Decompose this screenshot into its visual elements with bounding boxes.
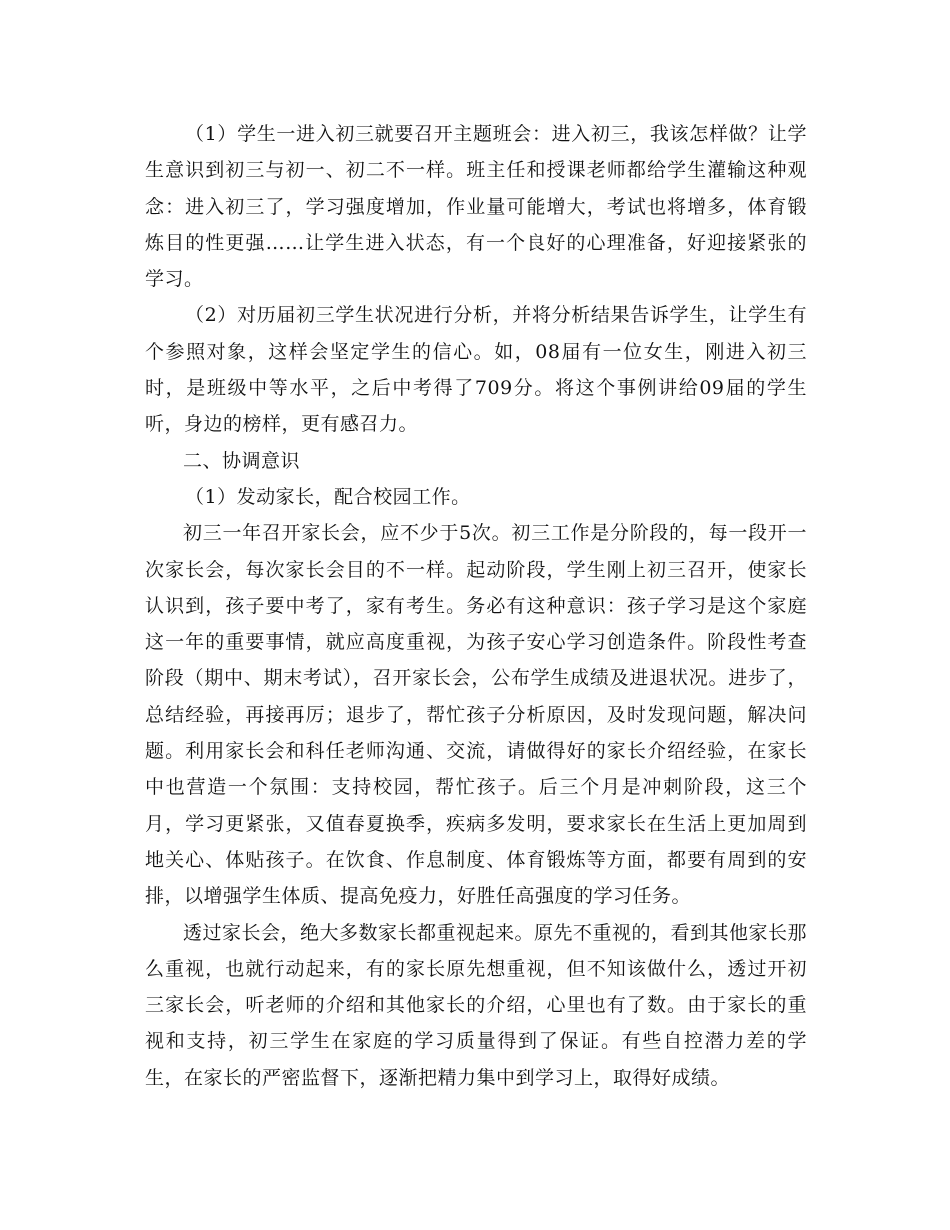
paragraph-past-analysis: （2）对历届初三学生状况进行分析，并将分析结果告诉学生，让学生有个参照对象，这样会坚定学生的信心。如，08届有一位女生，刚进入初三时，是班级中等水平，之后中考得了709分。将这个事例讲给09届的学生听，身边的榜样，更有感召力。 <box>145 304 807 436</box>
document-page <box>145 116 807 1096</box>
paragraph-theme-meeting: （1）学生一进入初三就要召开主题班会：进入初三，我该怎样做？让学生意识到初三与初一、初二不一样。班主任和授课老师都给学生灌输这种观念：进入初三了，学习强度增加，作业量可能增大，考试也将增多，体育锻炼目的性更强……让学生进入状态，有一个良好的心理准备，好迎接紧张的学习。 <box>145 123 807 291</box>
paragraph-meeting-results: 透过家长会，绝大多数家长都重视起来。原先不重视的，看到其他家长那么重视，也就行动起来，有的家长原先想重视，但不知该做什么，透过开初三家长会，听老师的介绍和其他家长的介绍，心里也有了数。由于家长的重视和支持，初三学生在家庭的学习质量得到了保证。有些自控潜力差的学生，在家长的严密监督下，逐渐把精力集中到学习上，取得好成绩。 <box>145 921 808 1089</box>
paragraph-parent-meetings: 初三一年召开家长会，应不少于5次。初三工作是分阶段的，每一段开一次家长会，每次家长会目的不一样。起动阶段，学生刚上初三召开，使家长认识到，孩子要中考了，家有考生。务必有这种意识：孩子学习是这个家庭这一年的重要事情，就应高度重视，为孩子安心学习创造条件。阶段性考查阶段（期中、期末考试），召开家长会，公布学生成绩及进退状况。进步了，总结经验，再接再厉；退步了，帮忙孩子分析原因，及时发现问题，解决问题。利用家长会和科任老师沟通、交流，请做得好的家长介绍经验，在家长中也营造一个氛围：支持校园，帮忙孩子。后三个月是冲刺阶段，这三个月，学习更紧张，又值春夏换季，疾病多发明，要求家长在生活上更加周到地关心、体贴孩子。在饮食、作息制度、体育锻炼等方面，都要有周到的安排，以增强学生体质、提高免疫力，好胜任高强度的学习任务。 <box>145 522 807 908</box>
paragraph-mobilize-parents: （1）发动家长，配合校园工作。 <box>185 485 471 508</box>
section-heading-coordination: 二、协调意识 <box>183 449 301 472</box>
